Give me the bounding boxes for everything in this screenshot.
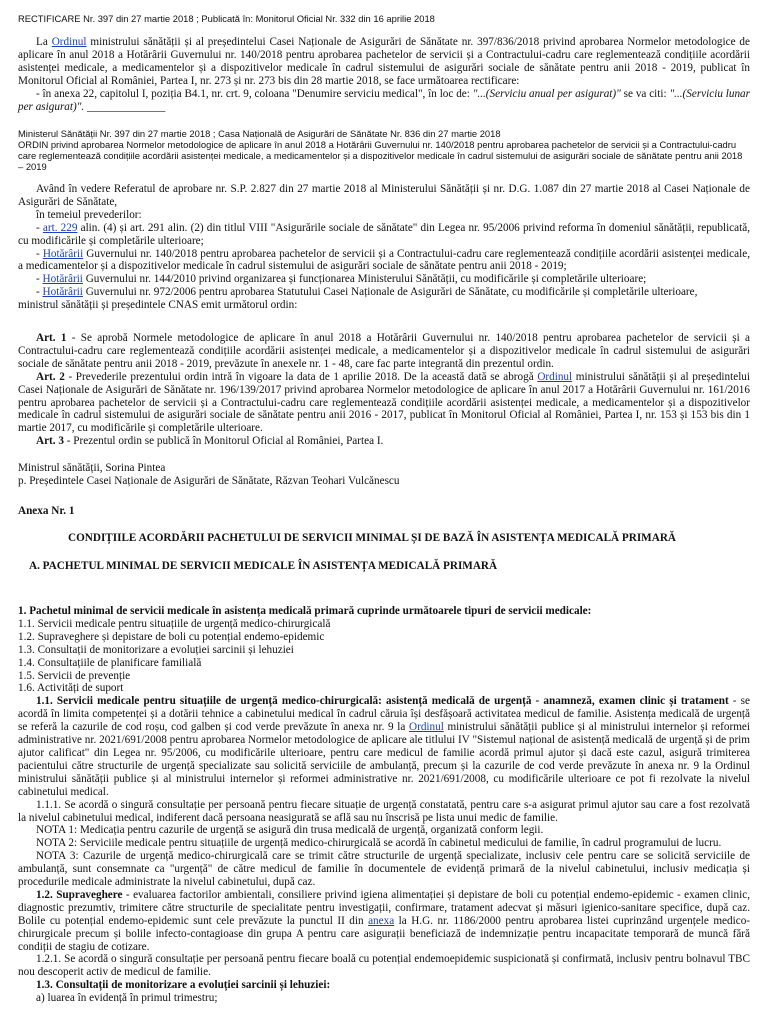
section-1-3-item: a) luarea în evidență în primul trimestru; bbox=[36, 992, 218, 1005]
rectificare-paragraph bbox=[18, 36, 750, 113]
preamble-item-text: Guvernului nr. 140/2018 pentru aprobarea pachetelor de servicii și a Contractului-cadru care reglementează condițiile acordării asistenței medicale, a medicamentelor și a dispozitivelor medicale în cadrul sistemului de asigurări sociale de sănătate pentru anii 2018 - 2019; bbox=[18, 247, 750, 273]
nota-1: NOTA 1: Medicația pentru cazurile de urgență se asigură din trusa medicală de urgență, organizată conform legii. bbox=[36, 824, 544, 837]
list-item: 1.2. Supraveghere și depistare de boli cu potențial endemo-epidemic bbox=[18, 630, 325, 643]
link-hotararii[interactable]: Hotărârii bbox=[42, 273, 83, 286]
section-1-1 bbox=[18, 695, 750, 798]
anexa-title: CONDIȚIILE ACORDĂRII PACHETULUI DE SERVICII MINIMAL ȘI DE BAZĂ ÎN ASISTENȚA MEDICALĂ PRIMARĂ bbox=[68, 532, 676, 544]
preamble-item: - Hotărârii Guvernului nr. 140/2018 pentru aprobarea pachetelor de servicii și a Contractului-cadru care reglementează condițiile acordării asistenței medicale, a medicamentelor și a dispozitivelor medicale în cadrul sistemului de asigurări sociale de sănătate pentru anii 2018 - 2019; bbox=[18, 247, 750, 273]
list-item: 1.3. Consultații de monitorizare a evoluției sarcinii și lehuziei bbox=[18, 643, 294, 656]
ordin-header bbox=[18, 128, 750, 172]
article-1 bbox=[18, 332, 750, 371]
rectificare-old-text: "...(Serviciu anual per asigurat)" bbox=[472, 87, 621, 100]
section-1-2-1: 1.2.1. Se acordă o singură consultație per persoană pentru fiecare boală cu potențial endemoepidemic suspicionată și confirmată, inclusiv pentru bolnavul TBC nou descoperit activ de medicul de familie. bbox=[18, 953, 750, 979]
preamble-item-text: alin. (4) și art. 291 alin. (2) din titlul VIII "Asigurările sociale de sănătate" din Legea nr. 95/2006 privind reforma în domeniul sănătății, republicată, cu modificările și completările ulterioare; bbox=[18, 221, 750, 247]
rectificare-item-prefix: - în anexa 22, capitolul I, poziția B4.1, nr. crt. 9, coloana "Denumire serviciu medical", în loc de: bbox=[36, 87, 473, 100]
ordin-title-line: ORDIN privind aprobarea Normelor metodologice de aplicare în anul 2018 a Hotărârii Guvernului nr. 140/2018 pentru aprobarea pachetelor de servicii și a Contractului-cadru care reglementează condițiile acordării asistenței medicale, a medicamentelor și a dispozitivelor medicale în cadrul sistemului de asigurări sociale de sănătate pentru anii 2018 – 2019 bbox=[18, 139, 743, 172]
rectificare-item bbox=[18, 88, 750, 114]
preamble bbox=[18, 183, 750, 312]
preamble-item: - art. 229 alin. (4) și art. 291 alin. (2) din titlul VIII "Asigurările sociale de sănătate" din Legea nr. 95/2006 privind reforma în domeniul sănătății, republicată, cu modificările și completările ulterioare; bbox=[18, 221, 750, 247]
preamble-item: - Hotărârii Guvernului nr. 144/2010 privind organizarea și funcționarea Ministerului Sănătății, cu modificările și completările ulterioare; bbox=[36, 273, 647, 286]
rectificare-new-text: "...(Serviciu lunar per asigurat)". bbox=[18, 87, 751, 113]
preamble-item-text: Guvernului nr. 972/2006 pentru aprobarea Statutului Casei Naționale de Asigurări de Sănătate, cu modificările și completările ulterioare, bbox=[82, 286, 698, 299]
section-1-1-title: 1.1. Servicii medicale pentru situațiile de urgență medico-chirurgicală: asistență medicală de urgență - anamneză, examen clinic și tratament bbox=[36, 695, 729, 708]
article-text: - Prezentul ordin se publică în Monitorul Oficial al României, Partea I. bbox=[63, 435, 384, 448]
list-item: 1.1. Servicii medicale pentru situațiile de urgență medico-chirurgicală bbox=[18, 617, 331, 630]
signature-minister: Ministrul sănătății, Sorina Pintea bbox=[18, 462, 166, 474]
link-art-229[interactable]: art. 229 bbox=[42, 221, 78, 234]
section-text: - evaluarea factorilor ambientali, consiliere privind igiena alimentației și depistare de boli cu potențial endemo-epidemic - examen clinic, diagnostic prezumtiv, trimitere către structurile de specialitate pentru investigații, confirmare, tratament adecvat și măsuri igienico-sanitare specifice, după caz. Bolile cu potențial endemo-epidemic sunt cele prevăzute la punctul II din bbox=[18, 888, 751, 927]
rectificare-mid-text: se va citi: bbox=[620, 87, 670, 100]
section-a-title: A. PACHETUL MINIMAL DE SERVICII MEDICALE ÎN ASISTENȚA MEDICALĂ PRIMARĂ bbox=[29, 560, 498, 572]
section-text: ministrului sănătății publice și al ministrului internelor și reformei administrative nr. 2021/691/2008 pentru aprobarea Normelor metodologice de aplicare ale titlului IV "Sistemul național de asistență medicală de urgență și de prim ajutor calificat" din Legea nr. 95/2006, cu modificările ulterioare, pentru care medicul de familie acordă primul ajutor și dacă este cazul, asigură trimiterea pacientului către structurile de urgență specializate sau solicită serviciile de ambulanță, precum și la cazurile de cod verde prevăzute în anexa nr. 9 la Ordinul ministrului sănătății publice și al ministrului internelor și reformei administrative nr. 2021/691/2008, cu modificările ulterioare ce pot fi rezolvate la nivelul cabinetului medical. bbox=[18, 721, 750, 798]
signature-president: p. Președintele Casei Naționale de Asigurări de Sănătate, Răzvan Teohari Vulcănescu bbox=[18, 474, 400, 487]
article-text: - Se aprobă Normele metodologice de aplicare în anul 2018 a Hotărârii Guvernului nr. 140/2018 pentru aprobarea pachetelor de servicii și a Contractului-cadru care reglementează condițiile acordării asistenței medicale, a medicamentelor și a dispozitivelor medicale în cadrul sistemului de asigurări sociale de sănătate pentru anii 2018 - 2019, prevăzute în anexele nr. 1 - 48, care fac parte integrantă din prezentul ordin. bbox=[18, 332, 750, 370]
rectificare-header: RECTIFICARE Nr. 397 din 27 martie 2018 ; Publicată în: Monitorul Oficial Nr. 332 din 16 aprilie 2018 bbox=[18, 13, 435, 24]
link-ordinul[interactable]: Ordinul bbox=[409, 721, 444, 734]
preamble-avand: Având în vedere Referatul de aprobare nr. S.P. 2.827 din 27 martie 2018 al Ministerului Sănătății și nr. D.G. 1.087 din 27 martie 2018 al Casei Naționale de Asigurări de Sănătate, bbox=[18, 183, 750, 208]
anexa-body bbox=[18, 605, 750, 1005]
nota-3: NOTA 3: Cazurile de urgență medico-chirurgicală care se trimit către structurile de urgență specializate, inclusiv cele pentru care se solicită serviciile de ambulanță, sunt consemnate ca "urgență" de către medicul de familie în documentele de evidență primară de la nivelul cabinetului, inclusiv medicația și procedurile medicale administrate la nivelul cabinetului, după caz. bbox=[18, 850, 750, 889]
section-1-2 bbox=[18, 889, 750, 954]
anexa-label: Anexa Nr. 1 bbox=[18, 505, 75, 517]
preamble-emite: ministrul sănătății și președintele CNAS emit următorul ordin: bbox=[18, 299, 298, 312]
nota-2: NOTA 2: Serviciile medicale pentru situațiile de urgență medico-chirurgicală se acordă în cabinetul medicului de familie, în cadrul programului de lucru. bbox=[36, 837, 722, 850]
rectificare-underline: ______________ bbox=[84, 100, 166, 113]
link-hotararii[interactable]: Hotărârii bbox=[42, 247, 84, 260]
section-text: la H.G. nr. 1186/2000 pentru aprobarea listei cuprinzând urgențele medico-chirurgicale precum și bolile infecto-contagioase din grupa A pentru care asigurații beneficiază de indemnizație pentru incapacitate temporară de muncă fără condiții de stagiu de cotizare. bbox=[18, 914, 751, 953]
section-1-1-1: 1.1.1. Se acordă o singură consultație per persoană pentru fiecare situație de urgență constatată, pentru care s-a asigurat primul ajutor sau care a fost rezolvată la nivelul cabinetului medical, indiferent dacă persoana neasigurată se află sau nu înscrisă pe lista unui medic de familie. bbox=[18, 798, 750, 824]
section-text: - se acordă în limita competenței și a dotării tehnice a cabinetului medical în cadrul căruia își desfășoară activitatea medicul de familie. Asistența medicală de urgență se referă la cazurile de cod roșu, cod galben și cod verde prevăzute în anexa nr. 9 la bbox=[18, 695, 750, 734]
section-1-3-heading: 1.3. Consultații de monitorizare a evoluției sarcinii și lehuziei: bbox=[36, 979, 331, 992]
article-text: ministrului sănătății și al președintelui Casei Naționale de Asigurări de Sănătate nr. 196/139/2017 privind aprobarea Normelor metodologice de aplicare în anul 2017 a Hotărârii Guvernului nr. 161/2016 pentru aprobarea pachetelor de servicii și a Contractului-cadru care reglementează condițiile acordării asistenței medicale, a medicamentelor și a dispozitivelor medicale în cadrul sistemului de asigurări sociale de sănătate pentru anii 2016 - 2017, publicat în Monitorul Oficial al României, Partea I, nr. 153 și 153 bis din 1 martie 2017, cu modificările și completările ulterioare. bbox=[18, 370, 751, 435]
preamble-item-text: Guvernului nr. 144/2010 privind organizarea și funcționarea Ministerului Sănătății, cu modificările și completările ulterioare; bbox=[82, 273, 647, 286]
article-text: - Prevederile prezentului ordin intră în vigoare la data de 1 aprilie 2018. De la această dată se abrogă bbox=[64, 370, 538, 383]
link-hotararii[interactable]: Hotărârii bbox=[42, 286, 83, 299]
article-2 bbox=[18, 371, 750, 436]
section-1-heading: 1. Pachetul minimal de servicii medicale în asistența medicală primară cuprinde următoarele tipuri de servicii medicale: bbox=[18, 605, 592, 617]
signatures bbox=[18, 462, 750, 488]
link-ordinul[interactable]: Ordinul bbox=[537, 370, 573, 383]
ordin-issuer-line: Ministerul Sănătății Nr. 397 din 27 martie 2018 ; Casa Națională de Asigurări de Sănătate Nr. 836 din 27 martie 2018 bbox=[18, 128, 501, 139]
services-list bbox=[18, 618, 750, 695]
rectificare-text bbox=[18, 36, 750, 88]
list-item: 1.6. Activități de suport bbox=[18, 682, 124, 695]
link-ordinul[interactable]: Ordinul bbox=[51, 36, 87, 48]
preamble-temeiul: în temeiul prevederilor: bbox=[36, 208, 142, 221]
article-label: Art. 2 bbox=[36, 370, 65, 383]
article-label: Art. 1 bbox=[36, 332, 67, 344]
article-label: Art. 3 bbox=[36, 435, 64, 448]
list-item: 1.4. Consultațiile de planificare familială bbox=[18, 656, 202, 669]
link-anexa[interactable]: anexa bbox=[368, 914, 395, 927]
articles bbox=[18, 332, 750, 448]
article-3 bbox=[18, 435, 750, 448]
rectificare-prefix: La bbox=[36, 36, 52, 48]
preamble-item: - Hotărârii Guvernului nr. 972/2006 pentru aprobarea Statutului Casei Naționale de Asigurări de Sănătate, cu modificările și completările ulterioare, bbox=[36, 286, 698, 299]
list-item: 1.5. Servicii de prevenție bbox=[18, 669, 131, 682]
section-1-2-title: 1.2. Supraveghere bbox=[36, 888, 123, 901]
rectificare-body: ministrului sănătății și al președintelui Casei Naționale de Asigurări de Sănătate nr. 397/836/2018 privind aprobarea Normelor metodologice de aplicare în anul 2018 a Hotărârii Guvernului nr. 140/2018 pentru aprobarea pachetelor de servicii și a Contractului-cadru care reglementează condițiile acordării asistenței medicale, a medicamentelor și a dispozitivelor medicale în cadrul sistemului de asigurări sociale de sănătate pentru anii 2018 - 2019, publicat în Monitorul Oficial al României, Partea I, nr. 273 și nr. 273 bis din 28 martie 2018, se face următoarea rectificare: bbox=[18, 36, 750, 87]
